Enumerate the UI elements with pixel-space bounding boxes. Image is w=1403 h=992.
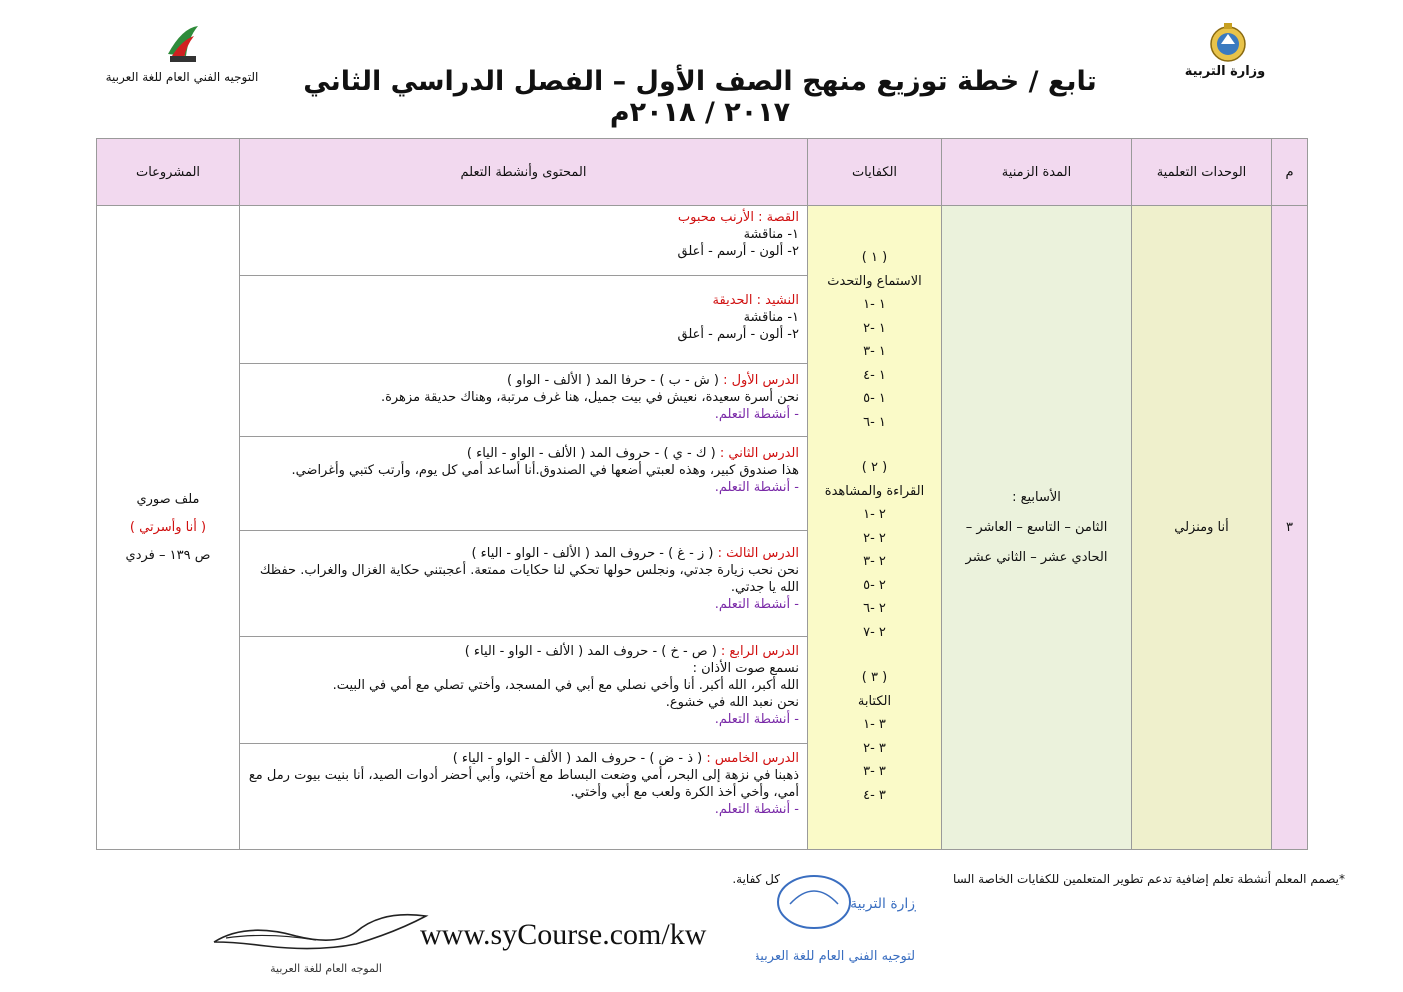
lesson-1-block <box>240 364 807 437</box>
project-line-3: ص ١٣٩ – فردي <box>125 547 211 563</box>
row-num: ٣ <box>1272 206 1308 850</box>
competency-item: ١ -٣ <box>863 344 886 359</box>
lesson-5-label: الدرس الخامس : <box>706 751 799 766</box>
lesson-3-block <box>240 531 807 637</box>
story-title: الأرنب محبوب <box>677 210 754 225</box>
header-num: م <box>1272 139 1308 206</box>
song-label: النشيد : <box>756 293 799 308</box>
footnote-part-2: كل كفاية. <box>732 872 780 886</box>
story-block <box>240 206 807 276</box>
competency-group-num: ( ٣ ) <box>861 670 888 685</box>
lesson-5-heading: ( ذ - ض ) - حروف المد ( الألف - الواو - الياء ) <box>452 751 703 766</box>
lesson-1-label: الدرس الأول : <box>723 373 799 388</box>
lesson-3-heading: ( ز - غ ) - حروف المد ( الألف - الواو - الياء ) <box>471 546 714 561</box>
story-line-2: ٢- ألون - أرسم - أعلق <box>677 244 799 259</box>
competency-item: ١ -٥ <box>863 391 886 406</box>
lesson-4-heading: ( ص - خ ) - حروف المد ( الألف - الواو - الياء ) <box>464 644 717 659</box>
lesson-1-activities: - أنشطة التعلم. <box>714 407 799 422</box>
signature-icon <box>206 902 446 982</box>
ministry-label: وزارة التربية <box>1184 64 1266 79</box>
song-block <box>240 276 807 364</box>
lesson-4-text-1: نسمع صوت الأذان : <box>692 661 799 676</box>
curriculum-plan-table <box>96 138 1308 850</box>
competency-item: ٢ -٦ <box>863 601 886 616</box>
department-label: التوجيه الفني العام للغة العربية <box>105 70 259 84</box>
competency-group-listening <box>808 246 941 434</box>
lesson-4-block <box>240 637 807 744</box>
content-cell <box>240 206 808 850</box>
department-logo-icon <box>158 18 206 66</box>
lesson-4-text-3: نحن نعبد الله في خشوع. <box>665 695 799 710</box>
watermark-url: www.syCourse.com/kw <box>420 918 707 951</box>
table-row <box>97 206 1308 850</box>
project-line-1: ملف صوري <box>136 491 200 507</box>
signature-caption: الموجه العام للغة العربية <box>270 962 382 975</box>
lesson-5-block <box>240 744 807 821</box>
projects-cell <box>97 206 240 850</box>
lesson-2-activities: - أنشطة التعلم. <box>714 480 799 495</box>
header-units: الوحدات التعلمية <box>1132 139 1272 206</box>
competency-group-num: ( ٢ ) <box>861 460 888 475</box>
song-title: الحديقة <box>712 293 753 308</box>
table-header-row <box>97 139 1308 206</box>
competency-item: ٢ -٥ <box>863 577 886 593</box>
lesson-5-activities: - أنشطة التعلم. <box>714 802 799 817</box>
lesson-1-text: نحن أسرة سعيدة، نعيش في بيت جميل، هنا غرف مرتبة، وهناك حديقة مزهرة. <box>380 390 799 405</box>
competency-group-title: القراءة والمشاهدة <box>824 483 925 499</box>
competency-item: ٢ -١ <box>863 507 886 522</box>
duration-weeks-1: الثامن – التاسع – العاشر – <box>965 519 1108 535</box>
lesson-1-heading: ( ش - ب ) - حرفا المد ( الألف - الواو ) <box>506 373 719 388</box>
header-duration: المدة الزمنية <box>942 139 1132 206</box>
duration-label: الأسابيع : <box>1012 489 1061 505</box>
competencies-cell <box>808 206 942 850</box>
competency-item: ٢ -٧ <box>863 624 886 640</box>
stamp-icon <box>756 868 916 978</box>
lesson-3-text: نحن نحب زيارة جدتي، ونجلس حولها تحكي لنا حكايات ممتعة. أعجبتني حكاية الغزال والغراب. حفظك الله يا جدتي. <box>259 563 799 595</box>
story-line-1: ١- مناقشة <box>743 227 799 242</box>
lesson-4-label: الدرس الرابع : <box>720 644 799 659</box>
competency-item: ١ -٢ <box>863 320 886 336</box>
ministry-emblem-icon <box>1203 20 1253 64</box>
duration-cell <box>942 206 1132 850</box>
lesson-4-text-2: الله أكبر، الله أكبر. أنا وأخي نصلي مع أبي في المسجد، وأختي تصلي مع أمي في البيت. <box>332 678 799 693</box>
competency-item: ١ -١ <box>863 297 886 312</box>
story-label: القصة : <box>758 210 799 225</box>
competency-group-num: ( ١ ) <box>861 250 888 265</box>
competency-group-reading <box>808 456 941 644</box>
competency-item: ٣ -١ <box>863 717 886 732</box>
competency-item: ٣ -٣ <box>863 764 886 779</box>
page-title: تابع / خطة توزيع منهج الصف الأول – الفصل الدراسي الثاني ٢٠١٧ / ٢٠١٨م <box>303 66 1097 128</box>
project-line-2: ( أنا وأسرتي ) <box>129 519 207 535</box>
stamp-top-text: وزارة التربية <box>850 896 916 912</box>
duration-weeks-2: الحادي عشر – الثاني عشر <box>965 549 1108 565</box>
lesson-3-label: الدرس الثالث : <box>717 546 799 561</box>
competency-item: ١ -٦ <box>863 414 886 430</box>
competency-item: ٢ -٢ <box>863 530 886 546</box>
competency-item: ٢ -٣ <box>863 554 886 569</box>
stamp-bottom-text: التوجيه الفني العام للغة العربية <box>756 949 916 964</box>
lesson-5-text: ذهبنا في نزهة إلى البحر، أمي وضعت البساط مع أختي، وأبي أحضر أدوات الصيد، أنا بنيت بيوت رمل مع أمي، وأخي أخذ الكرة ولعب مع أبي وأختي. <box>248 768 799 800</box>
lesson-3-activities: - أنشطة التعلم. <box>714 597 799 612</box>
competency-group-writing <box>808 666 941 807</box>
header-projects: المشروعات <box>97 139 240 206</box>
song-line-2: ٢- ألون - أرسم - أعلق <box>677 327 799 342</box>
lesson-2-label: الدرس الثاني : <box>719 446 799 461</box>
lesson-4-activities: - أنشطة التعلم. <box>714 712 799 727</box>
lesson-2-block <box>240 437 807 531</box>
footnote-part-1: *يصمم المعلم أنشطة تعلم إضافية تدعم تطوير المتعلمين للكفايات الخاصة السا <box>953 872 1345 886</box>
header-content: المحتوى وأنشطة التعلم <box>240 139 808 206</box>
competency-item: ٣ -٢ <box>863 740 886 756</box>
competency-item: ١ -٤ <box>863 367 886 383</box>
lesson-2-text: هذا صندوق كبير، وهذه لعبتي أضعها في الصندوق.أنا أساعد أمي كل يوم، وأرتب كتبي وأغراضي. <box>291 463 799 478</box>
competency-group-title: الاستماع والتحدث <box>827 273 922 289</box>
competency-item: ٣ -٤ <box>863 787 886 803</box>
lesson-2-heading: ( ك - ي ) - حروف المد ( الألف - الواو - الياء ) <box>466 446 716 461</box>
unit-name: أنا ومنزلي <box>1132 206 1272 850</box>
song-line-1: ١- مناقشة <box>743 310 799 325</box>
competency-group-title: الكتابة <box>857 693 892 709</box>
header-competencies: الكفايات <box>808 139 942 206</box>
